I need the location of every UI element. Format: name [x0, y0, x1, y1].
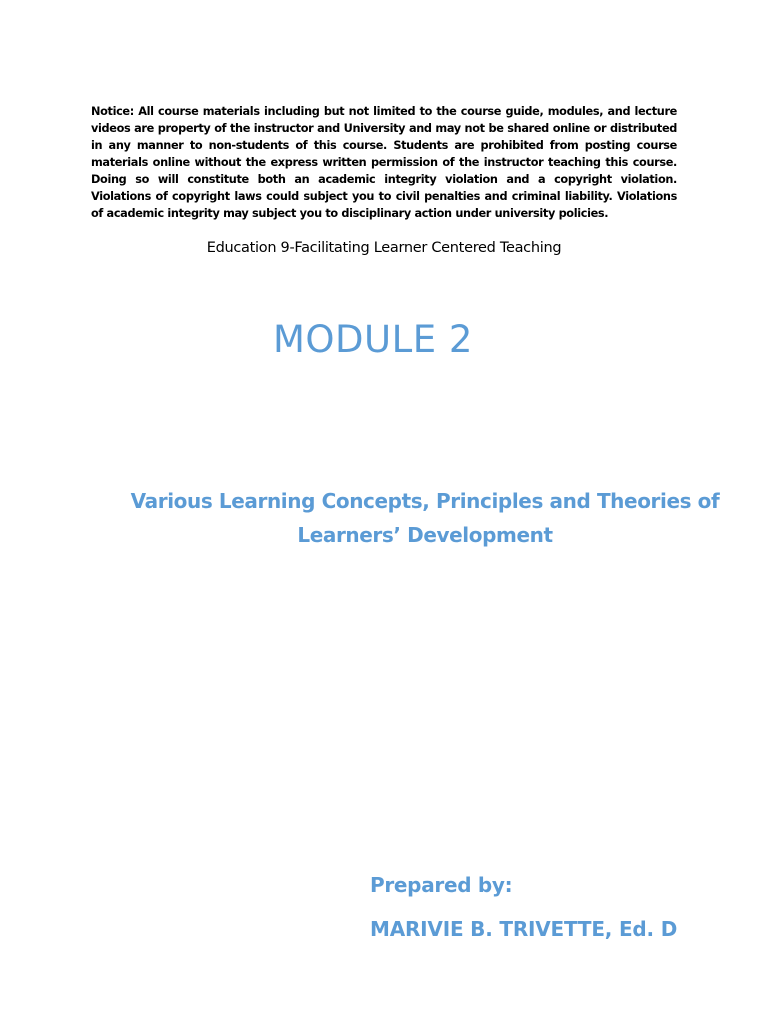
- prepared-by-label: Prepared by:: [370, 873, 513, 897]
- module-subtitle: Various Learning Concepts, Principles and Theories of Learners’ Development: [130, 489, 720, 547]
- copyright-notice: Notice: All course materials including but not limited to the course guide, modules, and lecture videos are property of the instructor and University and may not be shared online or distributed in any manner to non-students of this course. Students are prohibited from posting course materials online without the express written permission of the instructor teaching this course. Doing so will constitute both an academic integrity violation and a copyright violation. Violations of copyright laws could subject you to civil penalties and criminal liability. Violations of academic integrity may subject you to disciplinary action under university policies.: [91, 105, 677, 221]
- module-title: MODULE 2: [273, 318, 473, 361]
- author-name: MARIVIE B. TRIVETTE, Ed. D: [370, 917, 678, 941]
- course-title: Education 9-Facilitating Learner Centered Teaching: [206, 240, 562, 256]
